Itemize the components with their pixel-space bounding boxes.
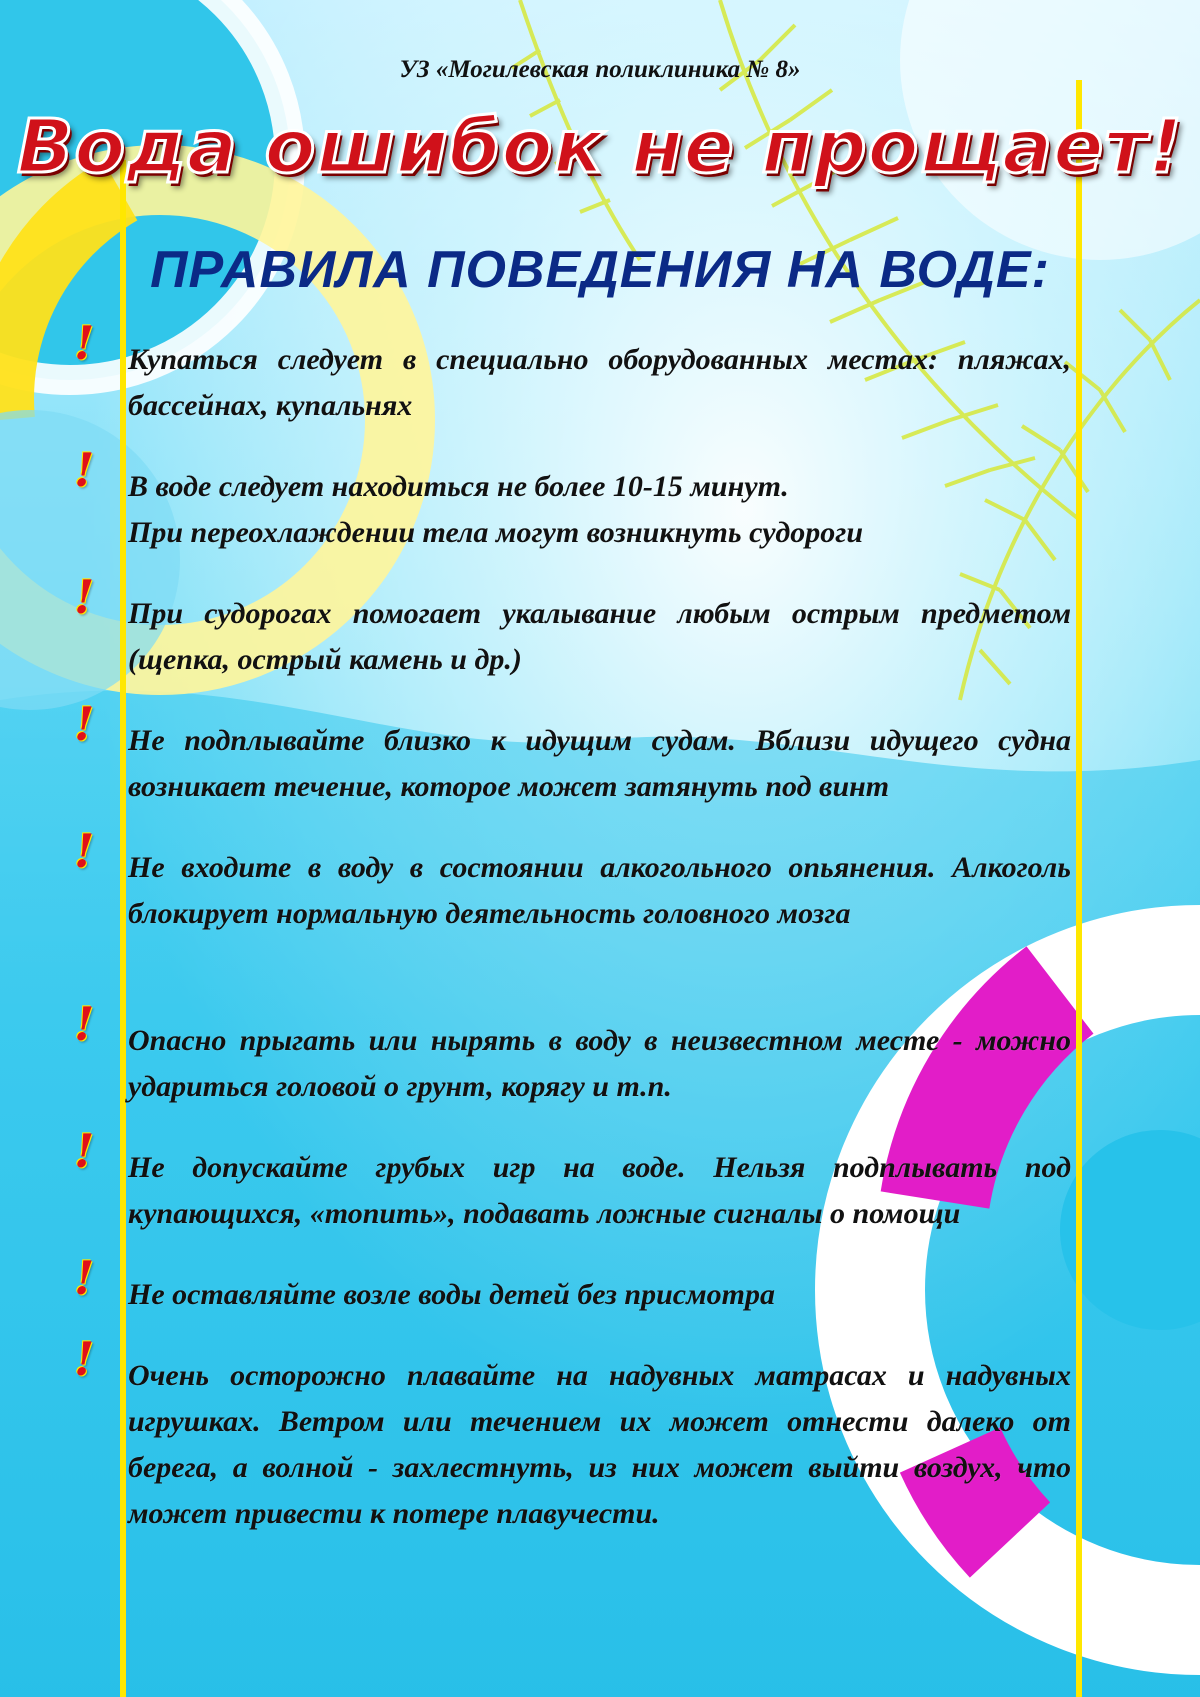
exclamation-icon: !: [74, 697, 95, 751]
frame-line-right: [1076, 80, 1082, 1697]
rule-item-4: Не подплывайте близко к идущим судам. Вблизи идущего судна возникает течение, которое может затянуть под винт: [128, 724, 1071, 803]
exclamation-icon: !: [74, 443, 95, 497]
rules-heading: ПРАВИЛА ПОВЕДЕНИЯ НА ВОДЕ:: [150, 241, 1050, 299]
slogan-title: Вода ошибок не прощает!: [16, 104, 1184, 190]
rule-item-5: Не входите в воду в состоянии алкогольного опьянения. Алкоголь блокирует нормальную деятельность головного мозга: [128, 851, 1071, 930]
exclamation-icon: !: [74, 1124, 95, 1178]
rule-item-3: При судорогах помогает укалывание любым острым предметом (щепка, острый камень и др.): [128, 597, 1071, 676]
frame-line-left: [120, 160, 126, 1697]
rule-item-2: [128, 464, 1071, 556]
rule-item-6: Опасно прыгать или нырять в воду в неизвестном месте - можно удариться головой о грунт, корягу и т.п.: [128, 1024, 1071, 1103]
rule-item-2-line-2: При переохлаждении тела могут возникнуть судороги: [128, 516, 864, 549]
exclamation-icon: !: [74, 1251, 95, 1305]
rule-item-8: Не оставляйте возле воды детей без присмотра: [128, 1278, 775, 1311]
exclamation-icon: !: [74, 316, 95, 370]
organization-name: УЗ «Могилевская поликлиника № 8»: [399, 56, 801, 83]
rule-item-9: Очень осторожно плавайте на надувных матрасах и надувных игрушках. Ветром или течением их может отнести далеко от берега, а волной - захлестнуть, из них может выйти воздух, что может привести к потере плавучести.: [128, 1359, 1071, 1530]
exclamation-icon: !: [74, 824, 95, 878]
exclamation-icon: !: [74, 997, 95, 1051]
rule-item-2-line-1: В воде следует находиться не более 10-15 минут.: [128, 470, 789, 503]
exclamation-icon: !: [74, 1332, 95, 1386]
rule-item-7: Не допускайте грубых игр на воде. Нельзя подплывать под купающихся, «топить», подавать ложные сигналы о помощи: [128, 1151, 1071, 1230]
rule-item-1: Купаться следует в специально оборудованных местах: пляжах, бассейнах, купальнях: [128, 343, 1071, 422]
exclamation-icon: !: [74, 570, 95, 624]
